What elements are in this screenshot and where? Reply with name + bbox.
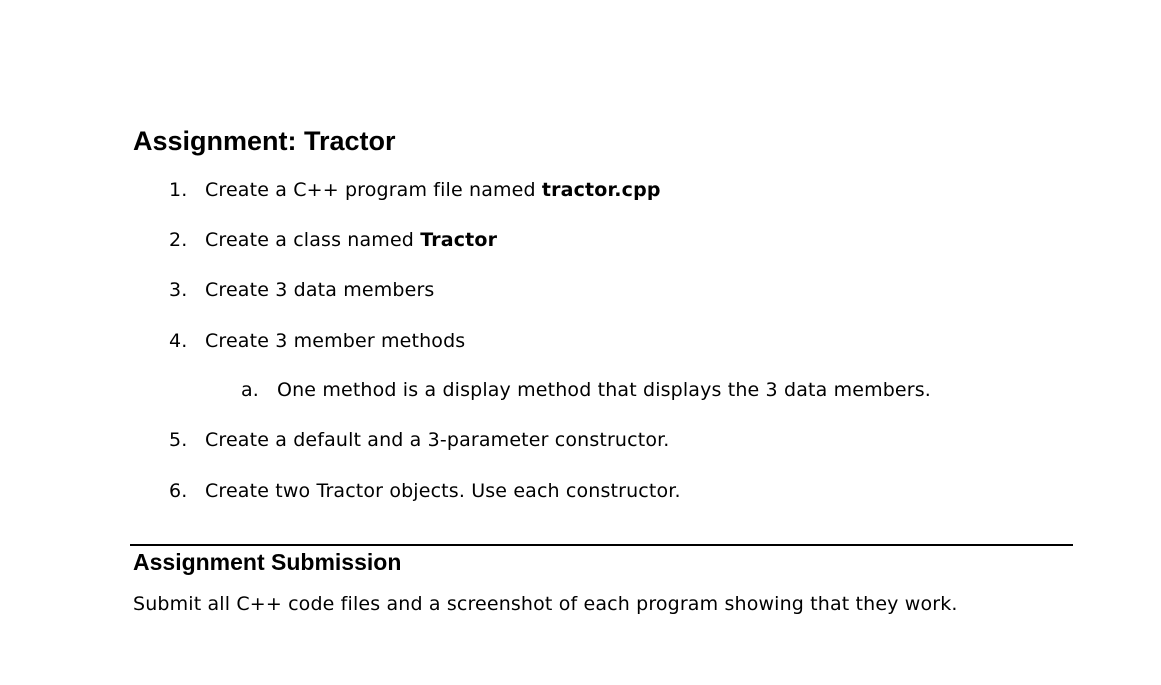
list-item-text: Create 3 member methods <box>205 330 466 352</box>
list-item-text: Create two Tractor objects. Use each constructor. <box>205 480 681 502</box>
list-item-number: 2. <box>169 229 188 251</box>
list-item-number: 4. <box>169 330 188 352</box>
section-divider <box>130 544 1073 546</box>
list-item-text: One method is a display method that displays the 3 data members. <box>277 379 931 401</box>
list-item-number: 1. <box>169 179 188 201</box>
list-item-letter: a. <box>241 379 259 401</box>
section-title: Assignment Submission <box>133 549 402 575</box>
list-item-text: Create a C++ program file named <box>205 179 542 201</box>
list-item-text: Create a class named <box>205 229 421 251</box>
list-item-number: 6. <box>169 480 188 502</box>
list-item-number: 3. <box>169 279 188 301</box>
list-item-text: Create a default and a 3-parameter constructor. <box>205 429 670 451</box>
list-item-text: Create 3 data members <box>205 279 435 301</box>
list-item-number: 5. <box>169 429 188 451</box>
class-name: Tractor <box>420 229 498 251</box>
file-name: tractor.cpp <box>541 179 661 201</box>
page-title: Assignment: Tractor <box>133 126 396 156</box>
submission-instructions: Submit all C++ code files and a screenshot of each program showing that they work. <box>133 593 958 615</box>
